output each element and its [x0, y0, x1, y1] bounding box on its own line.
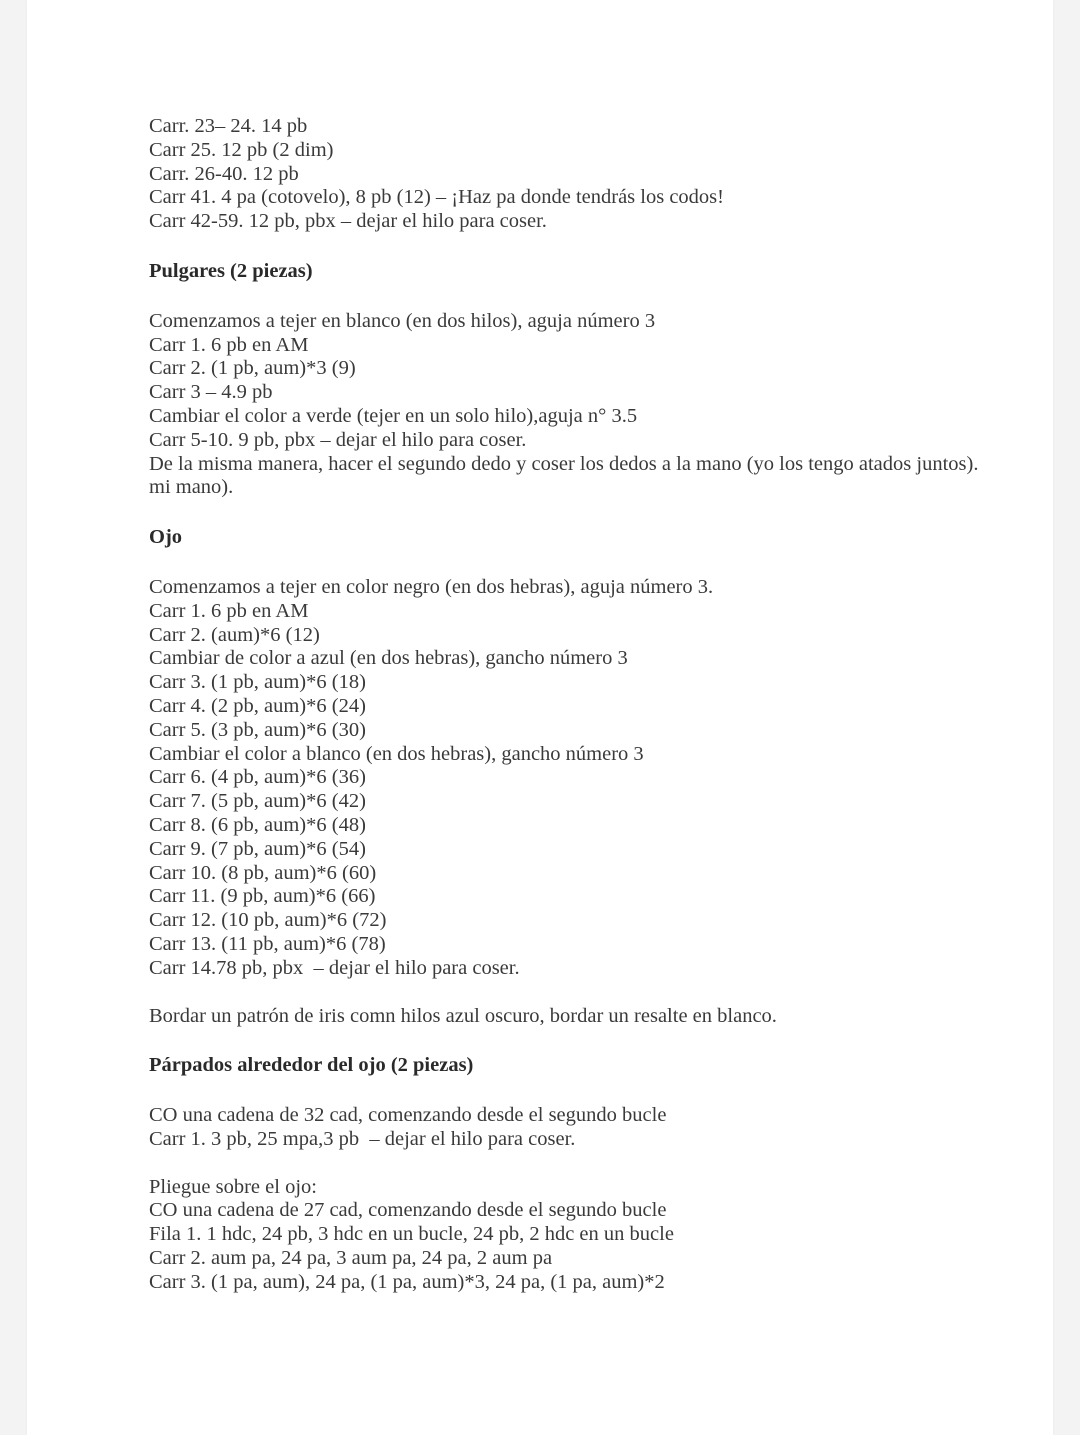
- instruction-line: Carr 14.78 pb, pbx – dejar el hilo para coser.: [149, 956, 520, 979]
- instruction-line: Carr 42-59. 12 pb, pbx – dejar el hilo para coser.: [149, 210, 547, 233]
- instruction-line: Carr 2. (1 pb, aum)*3 (9): [149, 357, 356, 380]
- instruction-line: mi mano).: [149, 476, 234, 499]
- instruction-line: Carr 2. (aum)*6 (12): [149, 623, 320, 646]
- arms-instructions: [149, 115, 1009, 234]
- thumbs-heading: Pulgares (2 piezas): [149, 259, 313, 282]
- instruction-line: Carr 6. (4 pb, aum)*6 (36): [149, 766, 366, 789]
- instruction-line: Carr 2. aum pa, 24 pa, 3 aum pa, 24 pa, 2 aum pa: [149, 1247, 553, 1270]
- instruction-line: Pliegue sobre el ojo:: [149, 1175, 317, 1198]
- eyelids-instructions: [149, 1104, 1009, 1152]
- eyelid-fold-instructions: [149, 1176, 1009, 1295]
- instruction-line: Cambiar de color a azul (en dos hebras), gancho número 3: [149, 647, 628, 670]
- instruction-line: Carr. 23– 24. 14 pb: [149, 115, 308, 137]
- instruction-line: Carr 41. 4 pa (cotovelo), 8 pb (12) – ¡Haz pa donde tendrás los codos!: [149, 186, 724, 209]
- instruction-line: Carr 4. (2 pb, aum)*6 (24): [149, 694, 366, 717]
- eye-heading: Ojo: [149, 526, 183, 549]
- instruction-line: Comenzamos a tejer en color negro (en dos hebras), aguja número 3.: [149, 575, 714, 598]
- instruction-line: Carr 8. (6 pb, aum)*6 (48): [149, 813, 366, 836]
- instruction-line: CO una cadena de 27 cad, comenzando desde el segundo bucle: [149, 1199, 667, 1222]
- instruction-line: Carr 12. (10 pb, aum)*6 (72): [149, 909, 387, 932]
- document-page: [27, 0, 1053, 1435]
- instruction-line: Carr 5. (3 pb, aum)*6 (30): [149, 718, 366, 741]
- instruction-line: Carr 25. 12 pb (2 dim): [149, 138, 334, 161]
- eye-instructions: [149, 576, 1009, 981]
- instruction-line: Comenzamos a tejer en blanco (en dos hilos), aguja número 3: [149, 309, 656, 332]
- instruction-line: Carr 1. 6 pb en AM: [149, 333, 309, 356]
- instruction-line: Carr 3. (1 pa, aum), 24 pa, (1 pa, aum)*3, 24 pa, (1 pa, aum)*2: [149, 1270, 665, 1293]
- instruction-line: Carr 13. (11 pb, aum)*6 (78): [149, 932, 386, 955]
- instruction-line: Carr 3. (1 pb, aum)*6 (18): [149, 671, 366, 694]
- instruction-line: Cambiar el color a blanco (en dos hebras), gancho número 3: [149, 742, 644, 765]
- instruction-line: Carr 5-10. 9 pb, pbx – dejar el hilo para coser.: [149, 428, 527, 451]
- instruction-line: Carr 1. 3 pb, 25 mpa,3 pb – dejar el hilo para coser.: [149, 1127, 576, 1150]
- thumbs-instructions: [149, 310, 1009, 500]
- instruction-line: Carr 10. (8 pb, aum)*6 (60): [149, 861, 377, 884]
- instruction-line: CO una cadena de 32 cad, comenzando desde el segundo bucle: [149, 1104, 667, 1127]
- instruction-line: Cambiar el color a verde (tejer en un solo hilo),aguja n° 3.5: [149, 404, 638, 427]
- instruction-line: De la misma manera, hacer el segundo dedo y coser los dedos a la mano (yo los tengo atados juntos).: [149, 452, 979, 475]
- eyelids-heading: Párpados alrededor del ojo (2 piezas): [149, 1054, 474, 1077]
- instruction-line: Carr 9. (7 pb, aum)*6 (54): [149, 837, 366, 860]
- instruction-line: Fila 1. 1 hdc, 24 pb, 3 hdc en un bucle, 24 pb, 2 hdc en un bucle: [149, 1223, 674, 1246]
- instruction-line: Carr 7. (5 pb, aum)*6 (42): [149, 790, 366, 813]
- instruction-line: Carr 1. 6 pb en AM: [149, 599, 309, 622]
- eye-embroidery-note: Bordar un patrón de iris comn hilos azul oscuro, bordar un resalte en blanco.: [149, 1004, 777, 1027]
- pattern-text: [149, 115, 1009, 1295]
- instruction-line: Carr. 26-40. 12 pb: [149, 162, 299, 185]
- instruction-line: Carr 3 – 4.9 pb: [149, 381, 273, 404]
- instruction-line: Carr 11. (9 pb, aum)*6 (66): [149, 885, 376, 908]
